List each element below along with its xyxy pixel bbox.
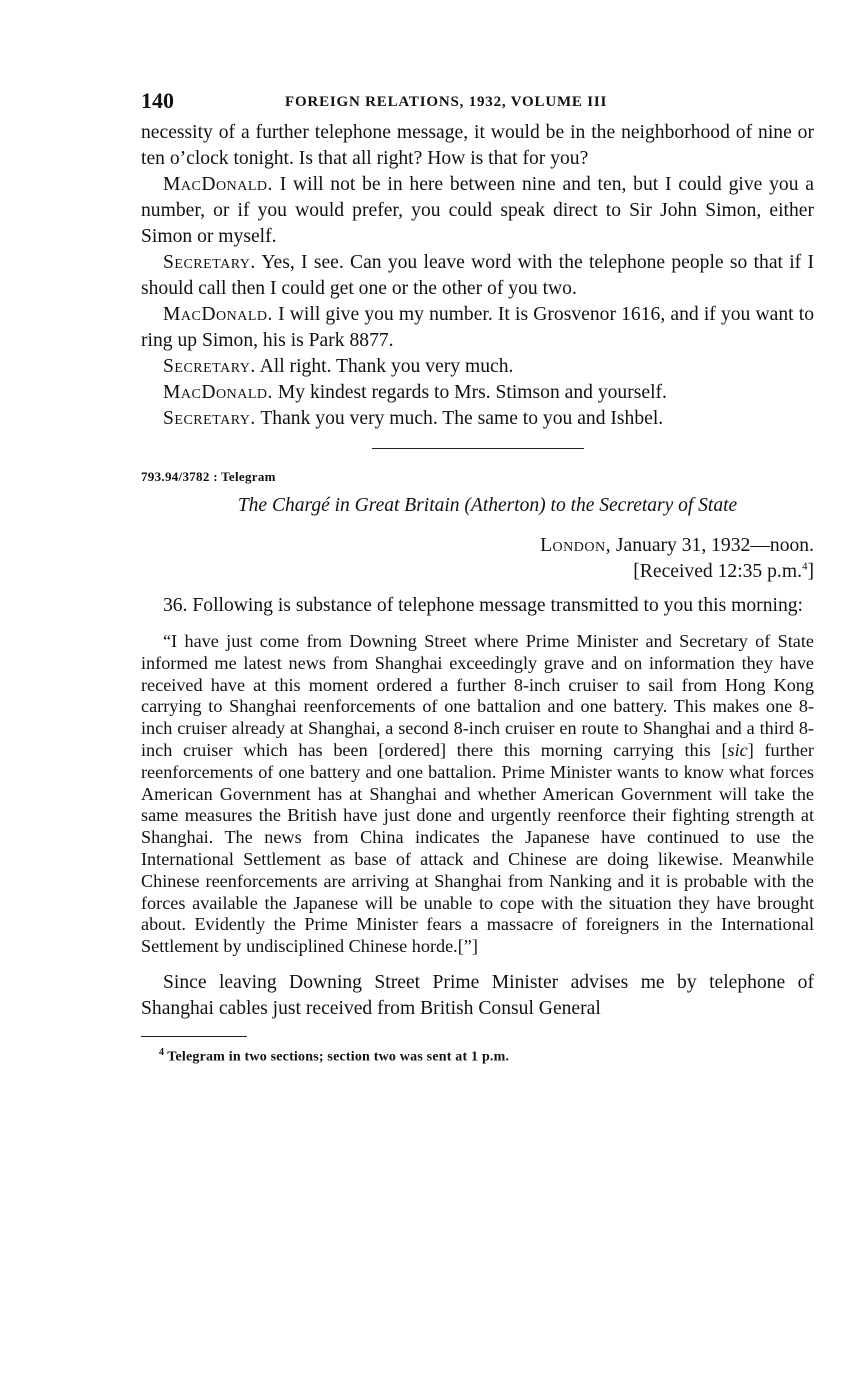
dialogue-exchange bbox=[141, 380, 814, 406]
speech-text: My kindest regards to Mrs. Stimson and yourself. bbox=[277, 382, 667, 403]
page-number: 140 bbox=[141, 88, 174, 113]
place-date bbox=[141, 533, 814, 559]
dialogue-exchange bbox=[141, 172, 814, 250]
speaker-label: Secretary. bbox=[163, 408, 256, 429]
speaker-label: MacDonald. bbox=[163, 382, 273, 403]
dialogue-exchange bbox=[141, 302, 814, 354]
closing-paragraph: Since leaving Downing Street Prime Minister advises me by telephone of Shanghai cables just received from British Consul General bbox=[141, 971, 814, 1019]
dialogue-exchange bbox=[141, 406, 814, 432]
speaker-label: Secretary. bbox=[163, 252, 256, 273]
quote-part-2: ] further reenforcements of one battery and one battalion. Prime Minister wants to know what forces American Government has at Shanghai and whether American Government will take the same measures the British have just done and urgently reenforce their fighting strength at Shanghai. The news from China indicates the Japanese have continued to use the International Settlement as base of attack and Chinese are doing likewise. Meanwhile Chinese reenforcements are arriving at Shanghai from Nanking and it is probable with the forces available the Japanese will be unable to cope with the situation they have brought about. Evidently the Prime Minister fears a massacre of foreigners in the International Settlement by undisciplined Chinese horde.[”] bbox=[141, 739, 814, 957]
speaker-label: Secretary. bbox=[163, 356, 256, 377]
footnote-ref: 4 bbox=[801, 560, 808, 573]
dialogue-exchange bbox=[141, 250, 814, 302]
page-header bbox=[141, 88, 814, 120]
received-line bbox=[141, 559, 814, 585]
received-close: ] bbox=[807, 561, 814, 582]
speech-text: Yes, I see. Can you leave word with the telephone people so that if I should call then I could get one or the other of you two. bbox=[141, 252, 814, 299]
place: London, bbox=[540, 535, 611, 556]
sic-annotation: sic bbox=[727, 739, 748, 760]
continuation-paragraph: necessity of a further telephone message, it would be in the neighborhood of nine or ten o’clock tonight. Is that all right? How is that for you? bbox=[141, 122, 814, 169]
speech-text: Thank you very much. The same to you and Ishbel. bbox=[260, 408, 664, 429]
footnote-marker: 4 bbox=[159, 1046, 165, 1058]
footnote-divider bbox=[141, 1036, 247, 1037]
speaker-label: MacDonald. bbox=[163, 174, 273, 195]
footnote-text: Telegram in two sections; section two was sent at 1 p.m. bbox=[167, 1049, 510, 1065]
speaker-label: MacDonald. bbox=[163, 304, 273, 325]
closing-section bbox=[141, 970, 814, 1022]
date: January 31, 1932—noon. bbox=[615, 535, 814, 556]
intro-paragraph: 36. Following is substance of telephone message transmitted to you this morning: bbox=[163, 595, 803, 616]
document-page bbox=[141, 88, 814, 1066]
dateline bbox=[141, 533, 814, 585]
document-title: The Chargé in Great Britain (Atherton) to the Secretary of State bbox=[237, 495, 738, 516]
dialogue-section bbox=[141, 120, 814, 432]
running-head: FOREIGN RELATIONS, 1932, VOLUME III bbox=[285, 94, 608, 110]
speech-text: All right. Thank you very much. bbox=[259, 356, 514, 377]
quote-part-1: “I have just come from Downing Street where Prime Minister and Secretary of State informed me latest news from Shanghai exceedingly grave and on information they have received have at this moment ordered a further 8-inch cruiser to sail from Hong Kong carrying to Shanghai reenforcements of one battalion and one battery. This makes one 8-inch cruiser already at Shanghai, a second 8-inch cruiser en route to Shanghai and a third 8-inch cruiser which has been [ordered] there this morning carrying this [ bbox=[141, 631, 814, 760]
dialogue-exchange bbox=[141, 354, 814, 380]
quoted-message bbox=[141, 631, 814, 958]
speech-text: I will give you my number. It is Grosvenor 1616, and if you want to ring up Simon, his is Park 8877. bbox=[141, 304, 814, 351]
telegram-body bbox=[141, 593, 814, 619]
received-time: [Received 12:35 p.m. bbox=[633, 561, 802, 582]
speech-text: I will not be in here between nine and ten, but I could give you a number, or if you would prefer, you could speak direct to Sir John Simon, either Simon or myself. bbox=[141, 174, 814, 247]
section-divider bbox=[372, 448, 584, 449]
footnote bbox=[141, 1047, 814, 1066]
file-number: 793.94/3782 : Telegram bbox=[141, 469, 276, 484]
